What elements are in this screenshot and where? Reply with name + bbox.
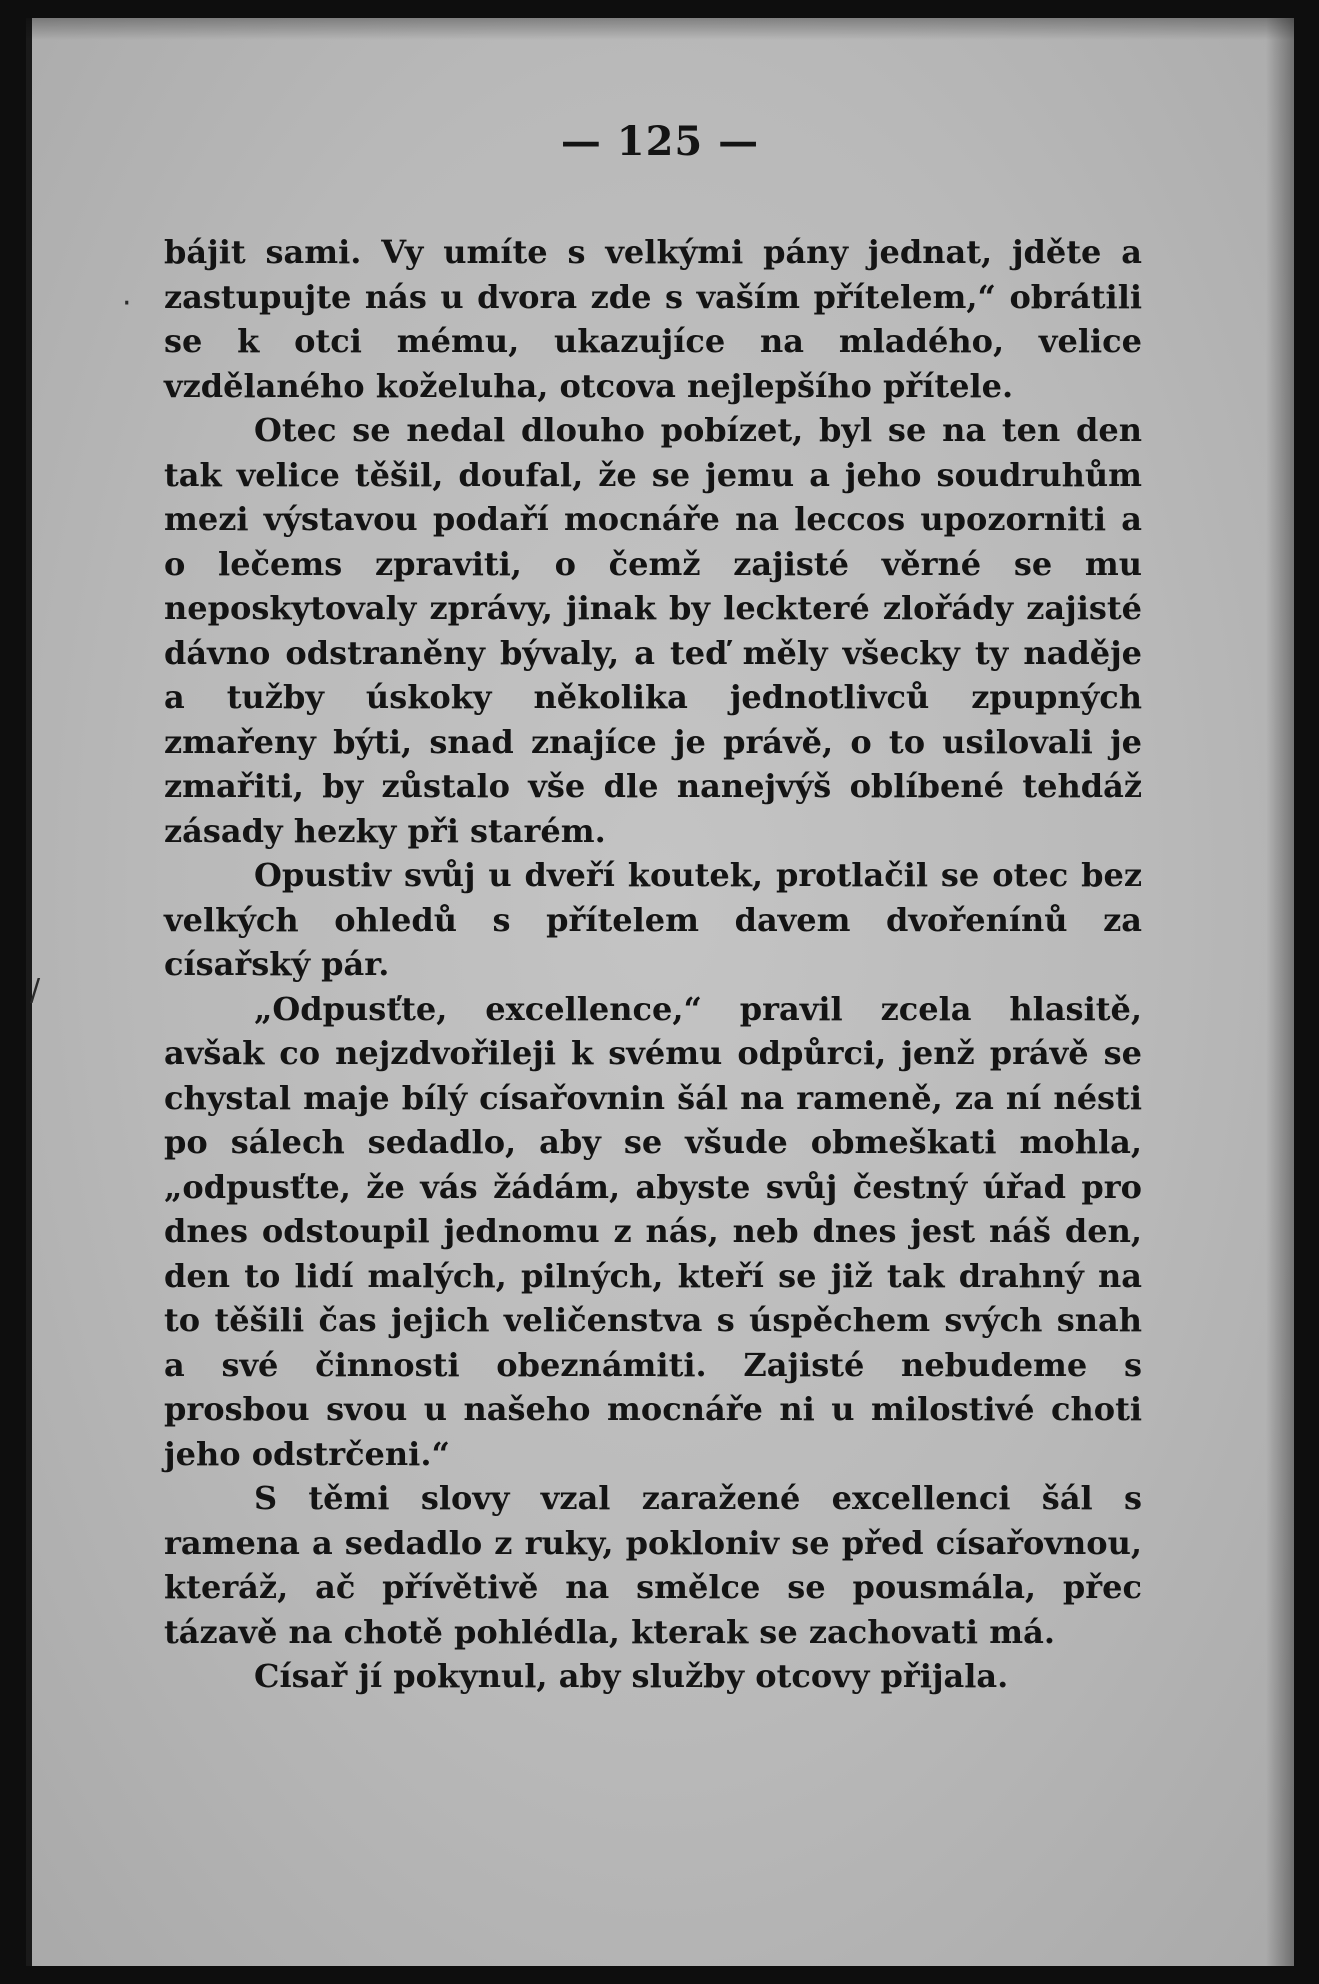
paragraph-6: Císař jí pokynul, aby služby otcovy přijala.	[254, 1657, 1009, 1695]
paragraph-3: Opustiv svůj u dveří koutek, protlačil se otec bez velkých ohledů s přítelem davem dvořenínů za císařský pár.	[164, 856, 1142, 983]
page-number: — 125 —	[560, 118, 760, 165]
margin-speck: ·	[122, 286, 132, 321]
top-shadow	[26, 18, 1294, 40]
paragraph-1: bájit sami. Vy umíte s velkými pány jednat, jděte a zastupujte nás u dvora zde s vaším přítelem,“ obrátili se k otci mému, ukazujíce na mladého, velice vzdělaného koželuha, otcova nejlepšího přítele.	[164, 233, 1142, 405]
paragraph-5: S těmi slovy vzal zaražené excellenci šál s ramena a sedadlo z ruky, pokloniv se před císařovnou, kteráž, ač přívětivě na smělce se pousmála, přec tázavě na chotě pohlédla, kterak se zachovati má.	[164, 1479, 1142, 1651]
paragraph-4: „Odpusťte, excellence,“ pravil zcela hlasitě, avšak co nejzdvořileji k svému odpůrci, jenž právě se chystal maje bílý císařovnin šál na rameně, za ní nésti po sálech sedadlo, aby se všude obmeškati mohla, „odpusťte, že vás žádám, abyste svůj čestný úřad pro dnes odstoupil jednomu z nás, neb dnes jest náš den, den to lidí malých, pilných, kteří se již tak drahný na to těšili čas jejich veličenstva s úspěchem svých snah a své činnosti obeznámiti. Zajisté nebudeme s prosbou svou u našeho mocnáře ni u milostivé choti jeho odstrčeni.“	[164, 989, 1142, 1473]
body-text	[164, 230, 1142, 1699]
right-edge-shadow	[1266, 18, 1294, 1966]
margin-bracket-mark: /	[30, 973, 41, 1008]
paragraph-2: Otec se nedal dlouho pobízet, byl se na ten den tak velice těšil, doufal, že se jemu a jeho soudruhům mezi výstavou podaří mocnáře na leccos upozorniti a o lečems zpraviti, o čemž zajisté věrné se mu neposkytovaly zprávy, jinak by leckteré zlořády zajisté dávno odstraněny bývaly, a teď měly všecky ty naděje a tužby úskoky několika jednotlivců zpupných zmařeny býti, snad znajíce je právě, o to usilovali je zmařiti, by zůstalo vše dle nanejvýš oblíbené tehdáž zásady hezky při starém.	[164, 411, 1142, 850]
book-page	[26, 18, 1294, 1966]
